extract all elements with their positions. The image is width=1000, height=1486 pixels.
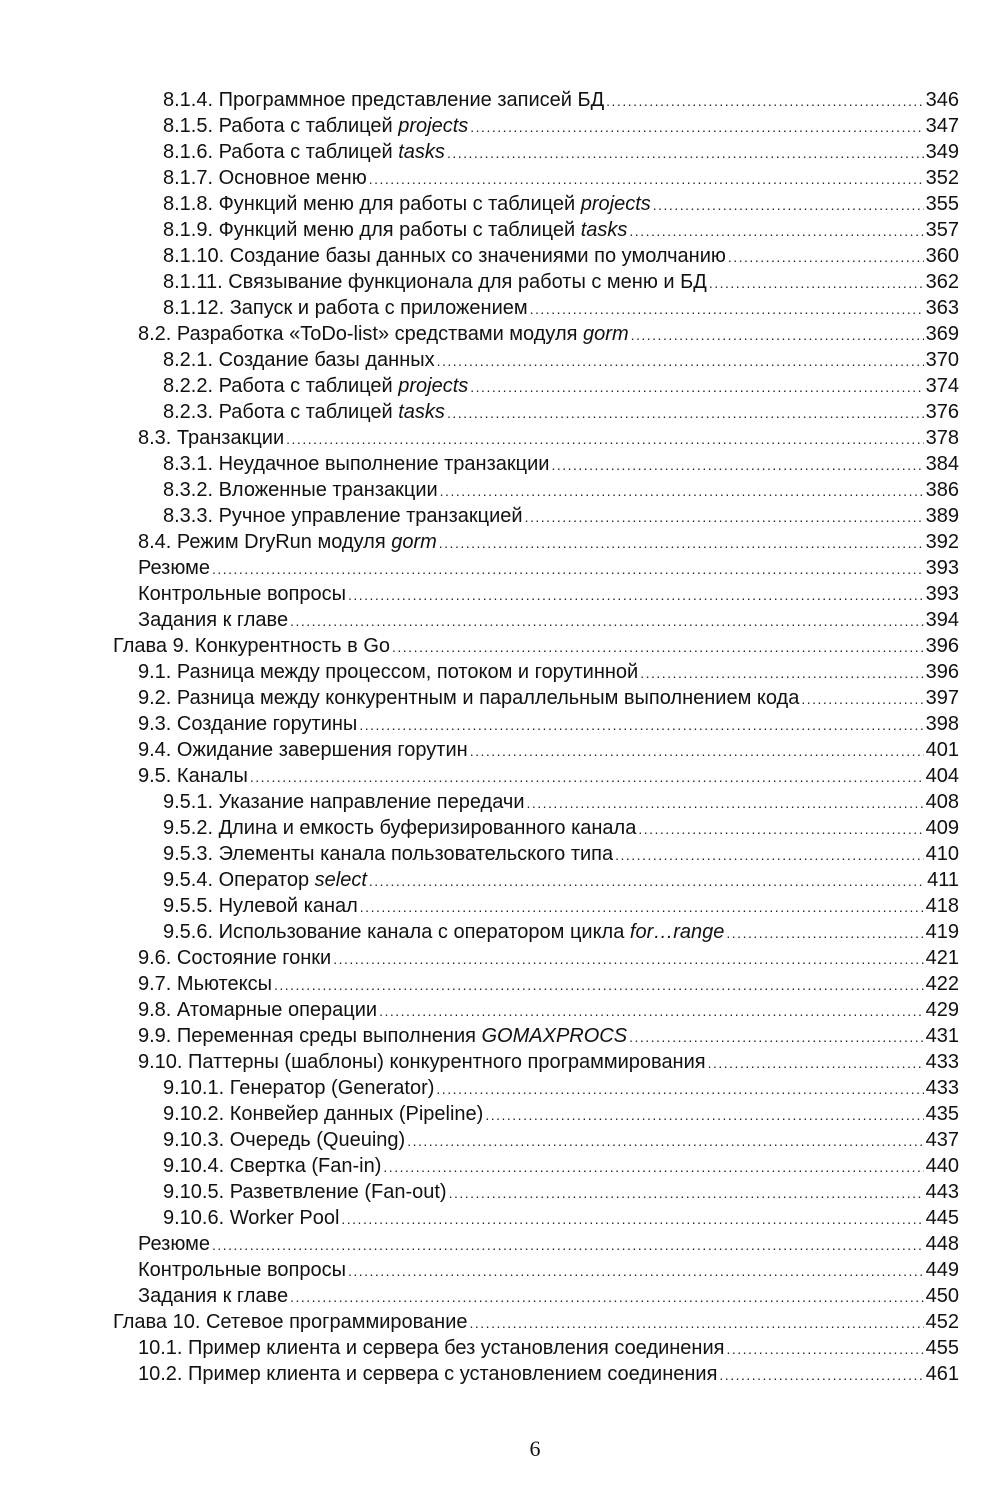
- toc-entry-title: [138, 1361, 717, 1387]
- toc-entry: [113, 737, 959, 763]
- toc-entry: [113, 1023, 959, 1049]
- toc-entry-page: 362: [925, 271, 959, 293]
- toc-entry-page: 443: [925, 1181, 959, 1203]
- toc-entry-text: 9.5.1. Указание направление передачи: [163, 791, 525, 813]
- toc-entry: [113, 685, 959, 711]
- toc-entry-italic-term: GOMAXPROCS: [481, 1025, 628, 1047]
- toc-entry: [113, 1153, 959, 1179]
- dot-leader: [439, 530, 924, 556]
- dot-leader: [348, 1258, 924, 1284]
- toc-entry: [113, 1361, 959, 1387]
- dot-leader: [726, 1336, 923, 1362]
- toc-entry-text: 8.1.11. Связывание функционала для работы с меню и БД: [163, 271, 707, 293]
- toc-entry-title: [163, 113, 468, 139]
- toc-entry-title: [138, 763, 248, 789]
- toc-entry-text: 8.1.8. Функций меню для работы с таблицей: [163, 193, 581, 215]
- dot-leader: [359, 712, 923, 738]
- toc-entry: [113, 763, 959, 789]
- toc-entry-text: 10.1. Пример клиента и сервера без установления соединения: [138, 1337, 725, 1359]
- toc-entry-page: 394: [925, 609, 959, 631]
- toc-entry-page: 374: [925, 375, 959, 397]
- toc-entry-title: [138, 1231, 210, 1257]
- toc-entry-title: [163, 1153, 381, 1179]
- toc-entry-title: [138, 1049, 706, 1075]
- toc-entry-page: 352: [925, 167, 959, 189]
- toc-entry-title: [163, 1075, 434, 1101]
- toc-entry-text: 9.9. Переменная среды выполнения: [138, 1025, 482, 1047]
- toc-entry-page: 398: [925, 713, 959, 735]
- dot-leader: [348, 582, 924, 608]
- dot-leader: [447, 140, 924, 166]
- dot-leader: [606, 88, 923, 114]
- toc-entry-page: 363: [925, 297, 959, 319]
- toc-entry: [113, 1049, 959, 1075]
- toc-entry-page: 449: [925, 1259, 959, 1281]
- toc-entry-page: 393: [925, 557, 959, 579]
- toc-entry-page: 437: [925, 1129, 959, 1151]
- dot-leader: [640, 660, 923, 686]
- toc-entry-page: 455: [925, 1337, 959, 1359]
- dot-leader: [470, 374, 923, 400]
- toc-entry-page: 357: [925, 219, 959, 241]
- toc-entry-page: 435: [925, 1103, 959, 1125]
- toc-entry-page: 389: [925, 505, 959, 527]
- toc-entry: [113, 321, 959, 347]
- toc-entry-title: [163, 451, 549, 477]
- toc-entry-page: 347: [925, 115, 959, 137]
- toc-entry-text: 8.2.1. Создание базы данных: [163, 349, 435, 371]
- dot-leader: [286, 426, 923, 452]
- dot-leader: [360, 894, 924, 920]
- toc-entry-page: 419: [925, 921, 959, 943]
- toc-entry: [113, 1127, 959, 1153]
- toc-entry-page: 393: [925, 583, 959, 605]
- toc-entry-text: 9.10.5. Разветвление (Fan-out): [163, 1181, 447, 1203]
- toc-entry-text: 9.6. Состояние гонки: [138, 947, 332, 969]
- toc-entry-text: Контрольные вопросы: [138, 1259, 346, 1281]
- toc-entry-text: 8.1.9. Функций меню для работы с таблицей: [163, 219, 581, 241]
- toc-entry-title: [138, 425, 284, 451]
- dot-leader: [470, 738, 924, 764]
- toc-entry-italic-term: for…range: [629, 921, 725, 943]
- toc-entry-page: 376: [925, 401, 959, 423]
- dot-leader: [250, 764, 924, 790]
- toc-entry-text: 9.5. Каналы: [138, 765, 248, 787]
- dot-leader: [551, 452, 923, 478]
- dot-leader: [629, 218, 923, 244]
- toc-entry-text: 8.2.2. Работа с таблицей: [163, 375, 399, 397]
- toc-entry: [113, 1283, 959, 1309]
- toc-entry-title: [163, 1179, 447, 1205]
- toc-entry: [113, 1257, 959, 1283]
- toc-entry-text: 9.10.4. Свертка (Fan-in): [163, 1155, 382, 1177]
- page-number: 6: [529, 1436, 541, 1461]
- dot-leader: [407, 1128, 923, 1154]
- dot-leader: [631, 322, 924, 348]
- toc-entry: [113, 373, 959, 399]
- toc-entry-title: [163, 815, 636, 841]
- toc-entry-title: [163, 1101, 483, 1127]
- toc-entry: [113, 399, 959, 425]
- toc-entry-page: 461: [925, 1363, 959, 1385]
- toc-entry-text: 9.5.4. Оператор: [163, 869, 315, 891]
- dot-leader: [728, 244, 924, 270]
- toc-entry-text: 9.1. Разница между процессом, потоком и горутинной: [138, 661, 639, 683]
- toc-entry-title: [163, 243, 726, 269]
- toc-entry-text: 8.3.3. Ручное управление транзакцией: [163, 505, 523, 527]
- toc-entry-page: 396: [925, 661, 959, 683]
- toc-entry-text: 8.1.6. Работа с таблицей: [163, 141, 399, 163]
- toc-entry: [113, 217, 959, 243]
- toc-entry-text: 9.10.2. Конвейер данных (Pipeline): [163, 1103, 484, 1125]
- toc-entry-title: [163, 191, 651, 217]
- dot-leader: [212, 1232, 924, 1258]
- toc-entry-title: [138, 711, 357, 737]
- toc-entry-title: [138, 1257, 346, 1283]
- toc-entry-text: 9.5.6. Использование канала с оператором цикла: [163, 921, 630, 943]
- toc-entry-title: [138, 945, 331, 971]
- toc-entry-page: 408: [925, 791, 959, 813]
- toc-entry-page: 355: [925, 193, 959, 215]
- toc-entry-page: 440: [925, 1155, 959, 1177]
- toc-entry: [113, 243, 959, 269]
- toc-entry: [113, 1101, 959, 1127]
- toc-entry: [113, 997, 959, 1023]
- toc-entry-page: 346: [925, 89, 959, 111]
- toc-entry-page: 431: [925, 1025, 959, 1047]
- toc-entry-text: 9.5.2. Длина и емкость буферизированного канала: [163, 817, 637, 839]
- dot-leader: [369, 868, 925, 894]
- toc-entry: [113, 1231, 959, 1257]
- toc-entry: [113, 425, 959, 451]
- toc-entry-text: 9.3. Создание горутины: [138, 713, 358, 735]
- toc-entry-page: 433: [925, 1077, 959, 1099]
- toc-entry: [113, 1179, 959, 1205]
- toc-entry-title: [163, 139, 445, 165]
- toc-entry-page: 396: [925, 635, 959, 657]
- toc-entry-text: 9.8. Атомарные операции: [138, 999, 378, 1021]
- toc-entry-title: [113, 633, 390, 659]
- toc-entry-text: 8.1.4. Программное представление записей БД: [163, 89, 605, 111]
- toc-entry-page: 401: [925, 739, 959, 761]
- dot-leader: [333, 946, 923, 972]
- toc-entry: [113, 529, 959, 555]
- toc-entry-title: [163, 919, 724, 945]
- toc-entry-title: [138, 321, 629, 347]
- dot-leader: [801, 686, 923, 712]
- toc-entry-title: [163, 217, 627, 243]
- toc-entry: [113, 1309, 959, 1335]
- toc-entry-title: [163, 347, 435, 373]
- toc-entry-text: 9.10.1. Генератор (Generator): [163, 1077, 435, 1099]
- dot-leader: [485, 1102, 923, 1128]
- dot-leader: [449, 1180, 924, 1206]
- dot-leader: [470, 1310, 924, 1336]
- toc-entry: [113, 945, 959, 971]
- dot-leader: [708, 1050, 924, 1076]
- dot-leader: [653, 192, 924, 218]
- toc-entry-italic-term: projects: [398, 375, 469, 397]
- toc-entry: [113, 477, 959, 503]
- dot-leader: [379, 998, 924, 1024]
- table-of-contents: [113, 87, 959, 1387]
- dot-leader: [341, 1206, 923, 1232]
- toc-entry-page: 369: [925, 323, 959, 345]
- toc-entry-title: [163, 789, 524, 815]
- toc-entry-text: 8.3. Транзакции: [138, 427, 285, 449]
- toc-entry-text: 10.2. Пример клиента и сервера с установлением соединения: [138, 1363, 718, 1385]
- toc-entry: [113, 1075, 959, 1101]
- toc-entry: [113, 581, 959, 607]
- toc-entry-title: [138, 997, 377, 1023]
- toc-entry-page: 429: [925, 999, 959, 1021]
- toc-entry-italic-term: gorm: [583, 323, 629, 345]
- toc-entry-text: 8.3.2. Вложенные транзакции: [163, 479, 438, 501]
- toc-entry-page: 445: [925, 1207, 959, 1229]
- dot-leader: [719, 1362, 923, 1388]
- toc-entry-text: Глава 9. Конкурентность в Go: [113, 635, 391, 657]
- toc-entry-text: 8.1.7. Основное меню: [163, 167, 367, 189]
- dot-leader: [726, 920, 923, 946]
- toc-entry-text: 9.5.3. Элементы канала пользовательского типа: [163, 843, 614, 865]
- dot-leader: [440, 478, 924, 504]
- toc-entry-title: [138, 607, 288, 633]
- toc-entry-text: 8.2. Разработка «ToDo-list» средствами модуля: [138, 323, 584, 345]
- toc-entry-text: 8.1.5. Работа с таблицей: [163, 115, 399, 137]
- toc-entry-page: 409: [925, 817, 959, 839]
- toc-entry-page: 378: [925, 427, 959, 449]
- toc-entry-page: 418: [925, 895, 959, 917]
- toc-entry-page: 349: [925, 141, 959, 163]
- toc-entry: [113, 165, 959, 191]
- dot-leader: [629, 1024, 924, 1050]
- toc-entry-text: 9.4. Ожидание завершения горутин: [138, 739, 468, 761]
- toc-entry: [113, 633, 959, 659]
- toc-entry: [113, 347, 959, 373]
- toc-entry: [113, 815, 959, 841]
- toc-entry: [113, 1335, 959, 1361]
- toc-entry-page: 422: [925, 973, 959, 995]
- toc-entry-text: 9.2. Разница между конкурентным и параллельным выполнением кода: [138, 687, 800, 709]
- toc-entry-title: [138, 659, 638, 685]
- toc-entry-text: 8.1.10. Создание базы данных со значениями по умолчанию: [163, 245, 726, 267]
- toc-entry-text: 8.4. Режим DryRun модуля: [138, 531, 392, 553]
- toc-entry-title: [138, 685, 799, 711]
- toc-entry-text: 9.10.6. Worker Pool: [163, 1207, 340, 1229]
- toc-entry: [113, 191, 959, 217]
- toc-entry-text: 8.1.12. Запуск и работа с приложением: [163, 297, 528, 319]
- toc-entry-text: Глава 10. Сетевое программирование: [113, 1311, 468, 1333]
- toc-entry-page: 452: [925, 1311, 959, 1333]
- dot-leader: [212, 556, 924, 582]
- dot-leader: [447, 400, 924, 426]
- toc-entry: [113, 295, 959, 321]
- toc-entry: [113, 789, 959, 815]
- toc-entry: [113, 1205, 959, 1231]
- dot-leader: [369, 166, 924, 192]
- toc-entry-title: [163, 1127, 405, 1153]
- toc-entry: [113, 919, 959, 945]
- toc-entry-title: [163, 477, 438, 503]
- toc-entry-title: [138, 1283, 288, 1309]
- toc-entry-title: [163, 399, 445, 425]
- toc-entry-text: 9.10.3. Очередь (Queuing): [163, 1129, 406, 1151]
- toc-entry-title: [163, 165, 367, 191]
- toc-entry-page: 360: [925, 245, 959, 267]
- toc-entry-text: Резюме: [138, 557, 210, 579]
- toc-entry-text: 9.7. Мьютексы: [138, 973, 272, 995]
- toc-entry-title: [138, 581, 346, 607]
- toc-entry-title: [138, 529, 437, 555]
- toc-entry-page: 421: [925, 947, 959, 969]
- toc-entry-page: 450: [925, 1285, 959, 1307]
- toc-entry-text: Резюме: [138, 1233, 210, 1255]
- toc-entry: [113, 451, 959, 477]
- toc-entry-page: 448: [925, 1233, 959, 1255]
- toc-entry-page: 370: [925, 349, 959, 371]
- toc-entry-title: [163, 841, 613, 867]
- toc-entry-title: [138, 555, 210, 581]
- toc-entry-page: 404: [925, 765, 959, 787]
- toc-entry-title: [163, 893, 358, 919]
- toc-entry-italic-term: projects: [580, 193, 651, 215]
- toc-entry: [113, 607, 959, 633]
- toc-entry: [113, 893, 959, 919]
- toc-entry: [113, 113, 959, 139]
- toc-entry-text: 8.2.3. Работа с таблицей: [163, 401, 399, 423]
- toc-entry-title: [138, 971, 272, 997]
- dot-leader: [290, 608, 924, 634]
- toc-entry: [113, 555, 959, 581]
- toc-entry-page: 392: [925, 531, 959, 553]
- dot-leader: [383, 1154, 923, 1180]
- toc-entry-page: 386: [925, 479, 959, 501]
- dot-leader: [638, 816, 923, 842]
- toc-entry-title: [163, 503, 523, 529]
- toc-entry: [113, 841, 959, 867]
- dot-leader: [470, 114, 923, 140]
- toc-entry-title: [163, 87, 604, 113]
- toc-entry-text: Контрольные вопросы: [138, 583, 346, 605]
- dot-leader: [709, 270, 924, 296]
- toc-entry-text: 8.3.1. Неудачное выполнение транзакции: [163, 453, 550, 475]
- toc-entry-title: [163, 373, 468, 399]
- toc-entry-page: 433: [925, 1051, 959, 1073]
- toc-entry: [113, 87, 959, 113]
- toc-entry-italic-term: select: [314, 869, 367, 891]
- toc-entry: [113, 711, 959, 737]
- toc-entry-text: 9.5.5. Нулевой канал: [163, 895, 358, 917]
- toc-entry-title: [163, 1205, 339, 1231]
- dot-leader: [526, 790, 923, 816]
- toc-entry-italic-term: tasks: [580, 219, 628, 241]
- toc-entry-page: 384: [925, 453, 959, 475]
- dot-leader: [290, 1284, 924, 1310]
- toc-entry: [113, 867, 959, 893]
- toc-entry-page: 397: [925, 687, 959, 709]
- toc-entry: [113, 659, 959, 685]
- dot-leader: [615, 842, 924, 868]
- toc-entry-italic-term: gorm: [391, 531, 437, 553]
- toc-entry: [113, 503, 959, 529]
- toc-entry: [113, 139, 959, 165]
- dot-leader: [437, 348, 924, 374]
- toc-entry-title: [163, 269, 707, 295]
- toc-entry-title: [138, 1335, 724, 1361]
- toc-entry-title: [138, 1023, 627, 1049]
- toc-entry-page: 411: [927, 869, 959, 891]
- toc-entry-italic-term: projects: [398, 115, 469, 137]
- toc-entry: [113, 269, 959, 295]
- toc-entry-title: [138, 737, 468, 763]
- toc-entry-italic-term: tasks: [398, 401, 445, 423]
- toc-entry-title: [163, 867, 367, 893]
- toc-entry-title: [113, 1309, 468, 1335]
- toc-entry-text: Задания к главе: [138, 1285, 289, 1307]
- dot-leader: [525, 504, 924, 530]
- toc-entry: [113, 971, 959, 997]
- toc-entry-text: 9.10. Паттерны (шаблоны) конкурентного программирования: [138, 1051, 706, 1073]
- toc-entry-text: Задания к главе: [138, 609, 289, 631]
- toc-entry-page: 410: [925, 843, 959, 865]
- dot-leader: [392, 634, 924, 660]
- dot-leader: [530, 296, 924, 322]
- dot-leader: [436, 1076, 923, 1102]
- toc-entry-title: [163, 295, 528, 321]
- toc-entry-italic-term: tasks: [398, 141, 445, 163]
- dot-leader: [274, 972, 924, 998]
